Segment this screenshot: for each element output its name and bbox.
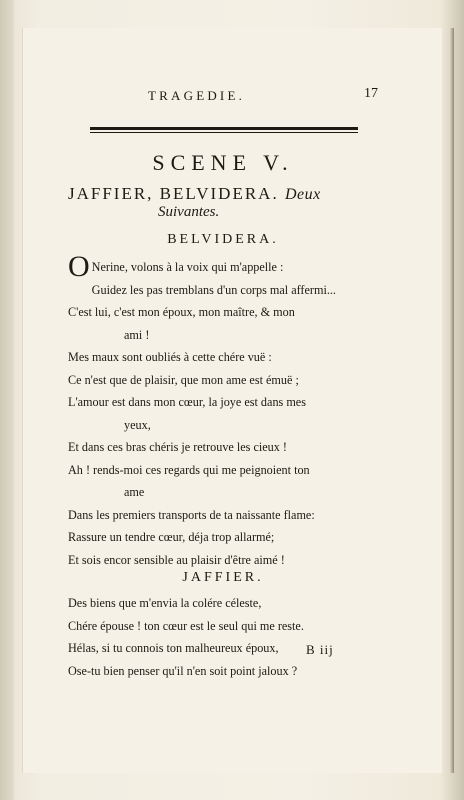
verse-line: Mes maux sont oubliés à cette chére vuë :	[68, 350, 272, 364]
speech-jaffier	[68, 592, 388, 682]
scene-title: SCENE V.	[152, 150, 294, 175]
verse-line: Hélas, si tu connois ton malheureux époux,	[68, 641, 279, 655]
verse-line: ami !	[124, 327, 150, 342]
binding-edge	[0, 0, 14, 800]
drop-cap: O	[68, 250, 90, 283]
speaker-jaffier: JAFFIER.	[182, 570, 264, 585]
dramatis-personae	[68, 184, 378, 204]
verse-line: Guidez les pas tremblans d'un corps mal affermi...	[91, 282, 336, 297]
verse-line: Chére épouse ! ton cœur est le seul qui me reste.	[68, 618, 304, 633]
verse-line: L'amour est dans mon cœur, la joye est dans mes	[68, 395, 306, 409]
verse-line: yeux,	[124, 417, 151, 432]
header-rule-thin	[90, 132, 358, 133]
verse-line: Ce n'est que de plaisir, que mon ame est émuë ;	[68, 372, 299, 387]
verse-line: Et sois encor sensible au plaisir d'être aimé !	[68, 552, 285, 567]
verse-line: Dans les premiers transports de ta naissante flame:	[68, 507, 315, 522]
attendants-label-cont: Suivantes.	[158, 204, 220, 220]
page-stack-edge	[449, 28, 454, 773]
verse-line: C'est lui, c'est mon époux, mon maître, & mon	[68, 305, 295, 319]
running-header	[68, 88, 378, 108]
page-number: 17	[364, 86, 378, 101]
verse-line: Des biens que m'envia la colére céleste,	[68, 596, 262, 610]
speech-belvidera	[68, 250, 388, 571]
verse-line: Rassure un tendre cœur, déja trop allarmé;	[68, 530, 275, 544]
verse-line: Et dans ces bras chéris je retrouve les cieux !	[68, 440, 287, 454]
speaker-belvidera: BELVIDERA.	[167, 232, 279, 247]
character-names: JAFFIER, BELVIDERA.	[68, 184, 279, 203]
attendants-label: Deux	[284, 186, 321, 203]
running-head: TRAGEDIE.	[148, 88, 246, 103]
header-rule-thick	[90, 127, 358, 130]
verse-line: Ose-tu bien penser qu'il n'en soit point jaloux ?	[68, 663, 298, 678]
verse-line: O Nerine, volons à la voix qui m'appelle :	[68, 250, 284, 283]
verse-line: ame	[124, 485, 145, 499]
signature-mark: B iij	[306, 642, 334, 657]
verse-line: Ah ! rends-moi ces regards qui me peignoient ton	[68, 462, 310, 477]
